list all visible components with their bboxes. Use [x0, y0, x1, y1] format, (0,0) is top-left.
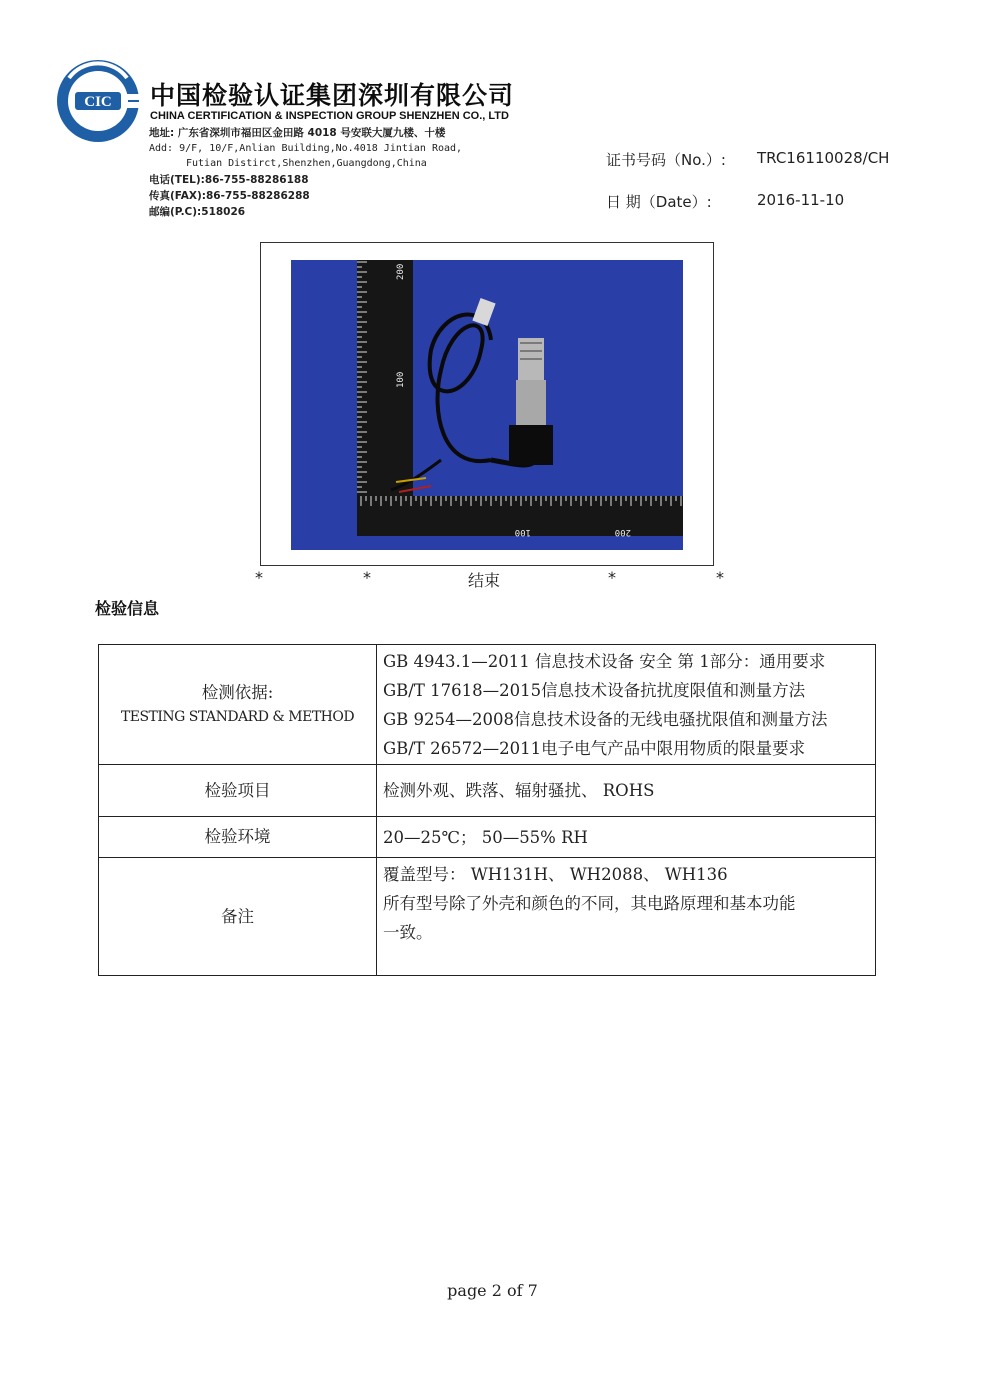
env-label: 检验环境 — [99, 817, 377, 858]
date-label: 日 期（Date）: — [606, 193, 712, 211]
logo-text: CIC — [84, 94, 112, 110]
table-row-standards — [99, 645, 876, 765]
ruler-label-3: 200 — [614, 527, 631, 537]
notes-line: 所有型号除了外壳和颜色的不同，其电路原理和基本功能 — [383, 894, 796, 913]
env-value: 20—25℃； 50—55% RH — [377, 817, 876, 858]
standards-value-cell — [377, 645, 876, 765]
address-cn: 地址: 广东省深圳市福田区金田路 4018 号安联大厦九楼、十楼 — [149, 127, 446, 139]
standard-item: GB 9254—2008信息技术设备的无线电骚扰限值和测量方法 — [383, 709, 828, 729]
table-row-notes — [99, 858, 876, 976]
ruler-label-1: 100 — [396, 371, 406, 388]
fax: 传真(FAX):86-755-88286288 — [149, 190, 310, 202]
ruler-label-2: 100 — [514, 527, 531, 537]
items-label: 检验项目 — [99, 765, 377, 817]
standard-item: GB/T 17618—2015信息技术设备抗扰度限值和测量方法 — [383, 680, 806, 700]
standards-label-cn: 检测依据: — [201, 682, 274, 702]
notes-value-cell — [377, 858, 876, 976]
end-star-4: * — [716, 568, 724, 587]
page-number: page 2 of 7 — [447, 1281, 538, 1300]
cic-logo — [55, 58, 141, 144]
end-star-1: * — [255, 568, 263, 587]
table-row-environment — [99, 817, 876, 858]
company-name-en: CHINA CERTIFICATION & INSPECTION GROUP SHENZHEN CO., LTD — [150, 110, 509, 122]
notes-line: 一致。 — [383, 923, 433, 942]
cert-no-value: TRC16110028/CH — [757, 149, 890, 167]
company-name-cn: 中国检验认证集团深圳有限公司 — [150, 81, 515, 110]
notes-line: 覆盖型号： WH131H、 WH2088、 WH136 — [383, 865, 728, 884]
items-value: 检测外观、跌落、辐射骚扰、 ROHS — [377, 765, 876, 817]
end-text: 结束 — [468, 571, 501, 590]
product-photo-frame — [260, 242, 714, 566]
section-title: 检验信息 — [95, 599, 160, 618]
end-marker — [240, 568, 740, 594]
end-star-2: * — [363, 568, 371, 587]
cert-no-label: 证书号码（No.）: — [606, 151, 726, 169]
postcode: 邮编(P.C):518026 — [149, 206, 246, 218]
end-star-3: * — [608, 568, 616, 587]
address-en-line1: Add: 9/F, 10/F,Anlian Building,No.4018 Jintian Road, — [149, 143, 463, 154]
standards-label-en: TESTING STANDARD & METHOD — [120, 708, 355, 725]
standard-item: GB 4943.1—2011 信息技术设备 安全 第 1部分：通用要求 — [383, 651, 826, 671]
notes-label: 备注 — [99, 858, 377, 976]
standard-item: GB/T 26572—2011电子电气产品中限用物质的限量要求 — [383, 738, 806, 758]
product-photo — [291, 260, 683, 550]
telephone: 电话(TEL):86-755-88286188 — [149, 174, 309, 186]
ruler-label-0: 200 — [396, 263, 406, 280]
address-en-line2: Futian Distirct,Shenzhen,Guangdong,China — [186, 158, 427, 169]
date-value: 2016-11-10 — [757, 191, 845, 209]
inspection-info-table — [98, 644, 876, 976]
table-row-items — [99, 765, 876, 817]
standards-label-cell — [99, 645, 377, 765]
